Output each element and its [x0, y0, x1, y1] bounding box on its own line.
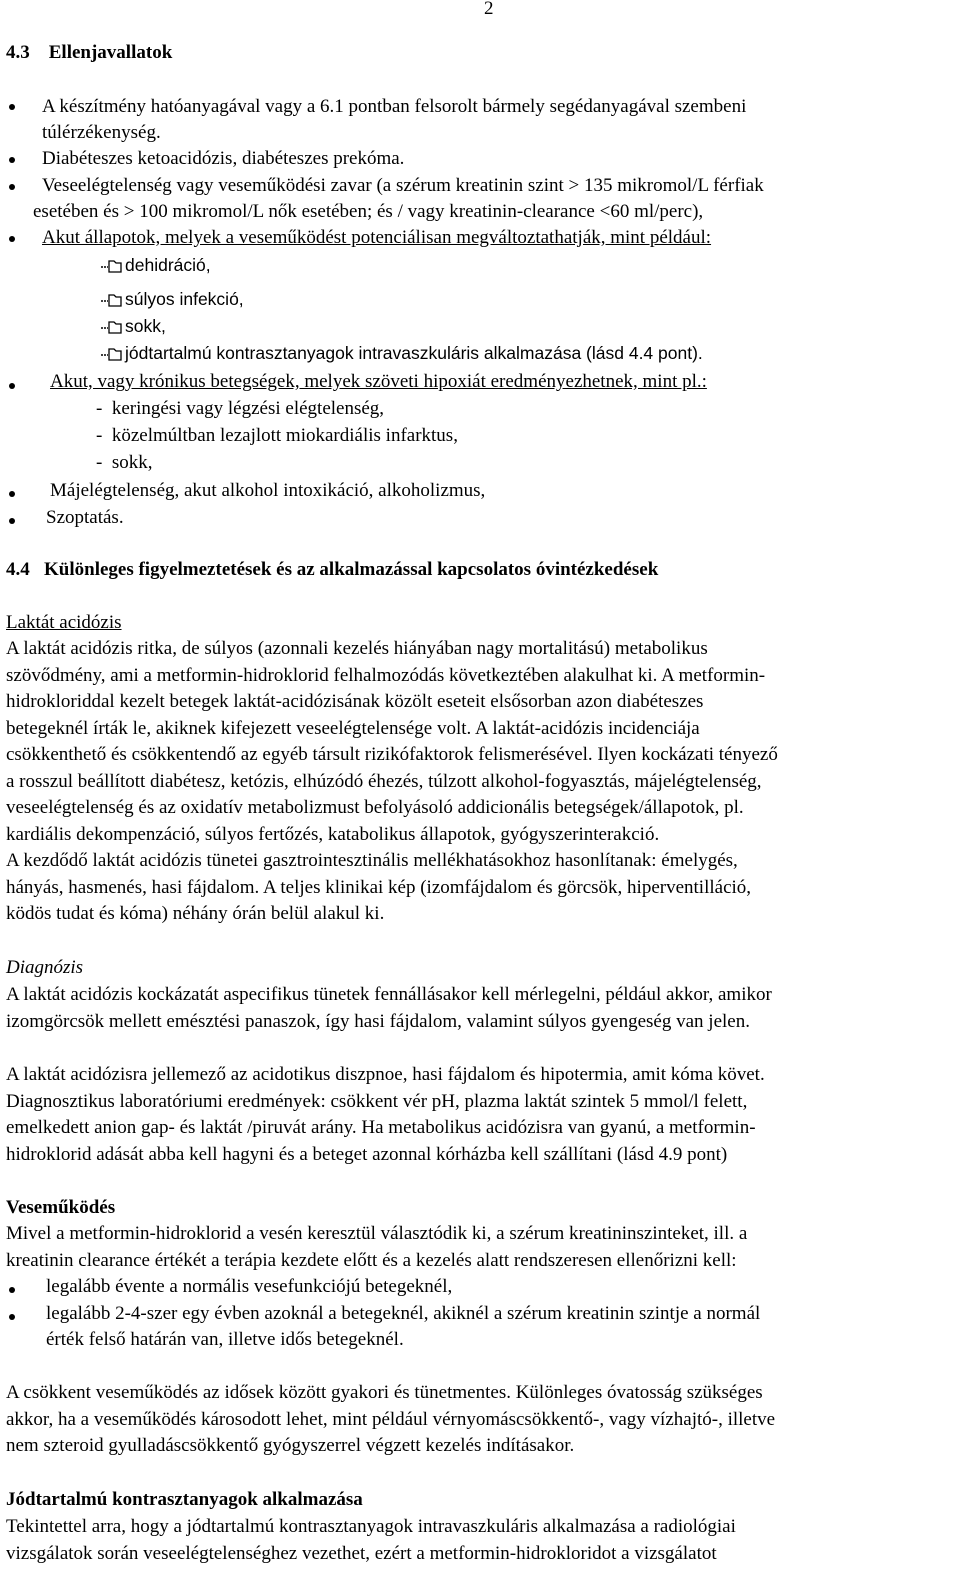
text-line: ködös tudat és kóma) néhány órán belül alakul ki. — [6, 903, 385, 924]
bullet — [9, 383, 15, 389]
bullet — [9, 157, 15, 163]
bullet — [9, 236, 15, 242]
text-line: kardiális dekompenzáció, súlyos fertőzés, katabolikus állapotok, gyógyszerinterakció. — [6, 823, 660, 845]
text-line: izomgörcsök mellett emésztési panaszok, így hasi fájdalom, valamint súlyos gyengeség van jelen. — [6, 1010, 750, 1032]
bullet — [9, 1314, 15, 1320]
text-line: A laktát acidózisra jellemező az acidotikus diszpnoe, hasi fájdalom és hipotermia, amit kóma követ. — [6, 1064, 765, 1085]
diagnosis-paragraph-b — [6, 1062, 956, 1168]
text-line: a rosszul beállított diabétesz, ketózis, elhúzódó éhezés, túlzott alkohol-fogyasztás, májelégtelenség, — [6, 770, 762, 792]
text-line: A laktát acidózis ritka, de súlyos (azonnali kezelés hiányában nagy mortalitású) metabolikus — [6, 638, 708, 659]
text-line: csökkenthető és csökkentendő az egyéb társult rizikófaktorok felismerésével. Ilyen kockázati tényező — [6, 744, 778, 765]
contraindication-2: Diabéteszes ketoacidózis, diabéteszes prekóma. — [42, 148, 405, 169]
text-line: A csökkent veseműködés az idősek között gyakori és tünetmentes. Különleges óvatosság szükséges — [6, 1382, 763, 1403]
text-line: Tekintettel arra, hogy a jódtartalmú kontrasztanyagok intravaszkuláris alkalmazása a radiológiai — [6, 1516, 736, 1537]
text-line: nem szteroid gyulladáscsökkentő gyógyszerrel végzett kezelés indításakor. — [6, 1435, 575, 1456]
contraindication-7: Szoptatás. — [46, 507, 124, 528]
text-line: akkor, ha a veseműködés károsodott lehet, mint például vérnyomáscsökkentő-, vagy vízhajtó-, illetve — [6, 1408, 776, 1430]
bullet — [9, 184, 15, 190]
bullet — [9, 1287, 15, 1293]
bullet — [9, 104, 15, 110]
sub-item-sokk: sokk, — [125, 316, 166, 336]
section-4-3-title: 4.3 Ellenjavallatok — [6, 42, 173, 63]
text-line: vizsgálatok során veseelégtelenséghez vezethet, ezért a metformin-hidrokloridot a vizsgálatot — [6, 1542, 717, 1564]
page-number: 2 — [484, 0, 494, 19]
section-4-4-title: 4.4 Különleges figyelmeztetések és az alkalmazással kapcsolatos óvintézkedések — [6, 559, 659, 580]
folder-icon — [100, 320, 122, 334]
diagnosis-heading: Diagnózis — [6, 957, 84, 978]
text-line: Mivel a metformin-hidroklorid a vesén keresztül választódik ki, a szérum kreatininszinteket, ill. a — [6, 1223, 748, 1244]
sub-item-infekcio: súlyos infekció, — [125, 289, 244, 309]
diagnosis-paragraph-a — [6, 982, 956, 1035]
sub-item-infarktus: - közelmúltban lezajlott miokardiális infarktus, — [96, 425, 458, 446]
bullet — [9, 518, 15, 524]
bullet — [9, 491, 15, 497]
text-line: hányás, hasmenés, hasi fájdalom. A teljes klinikai kép (izomfájdalom és görcsök, hiperventilláció, — [6, 876, 752, 898]
text-line: A kezdődő laktát acidózis tünetei gasztrointesztinális mellékhatásokhoz hasonlítanak: émelygés, — [6, 850, 738, 871]
folder-icon — [100, 259, 122, 273]
kidney-bullet-1: legalább évente a normális vesefunkciójú betegeknél, — [46, 1276, 453, 1297]
text-line: kreatinin clearance értékét a terápia kezdete előtt és a kezelés alatt rendszeresen ellenőrizni kell: — [6, 1249, 737, 1271]
iodine-paragraph — [6, 1514, 956, 1567]
kidney-bullet-2-line-1: legalább 2-4-szer egy évben azoknál a betegeknél, akiknél a szérum kreatinin szintje a normál — [46, 1303, 761, 1324]
sub-item-keringesi: - keringési vagy légzési elégtelenség, — [96, 398, 385, 419]
contraindication-4: Akut állapotok, melyek a veseműködést potenciálisan megváltoztathatják, mint például: — [42, 227, 712, 248]
text-line: szövődmény, ami a metformin-hidroklorid felhalmozódás következtében alakulhat ki. A metformin- — [6, 664, 766, 686]
kidney-paragraph-b — [6, 1380, 956, 1460]
lactate-heading: Laktát acidózis — [6, 612, 122, 633]
text-line: veseelégtelenség és az oxidatív metabolizmust befolyásoló addicionális betegségek/állapotok, pl. — [6, 797, 744, 818]
contraindication-1-line-2: túlérzékenység. — [42, 122, 161, 143]
text-line: hidrokloriddal kezelt betegek laktát-acidózisának közölt eseteit elsősorban azon diabéteszes — [6, 691, 704, 712]
lactate-paragraph — [6, 636, 956, 928]
text-line: hidroklorid adását abba kell hagyni és a beteget azonnal kórházba kell szállítani (lásd 4.9 pont) — [6, 1143, 728, 1165]
contraindication-6: Májelégtelenség, akut alkohol intoxikáció, alkoholizmus, — [50, 480, 486, 501]
text-line: betegeknél írták le, akiknek kifejezett veseelégtelensége volt. A laktát-acidózis incidenciája — [6, 717, 700, 739]
sub-item-dehidracio: dehidráció, — [125, 255, 211, 275]
contraindication-3-line-2: esetében és > 100 mikromol/L nők esetében; és / vagy kreatinin-clearance <60 ml/perc), — [33, 201, 704, 222]
text-line: A laktát acidózis kockázatát aspecifikus tünetek fennállásakor kell mérlegelni, például akkor, amikor — [6, 984, 772, 1005]
sub-item-sokk-2: - sokk, — [96, 452, 153, 473]
contraindication-1-line-1: A készítmény hatóanyagával vagy a 6.1 pontban felsorolt bármely segédanyagával szembeni — [42, 96, 747, 117]
folder-icon — [100, 347, 122, 361]
folder-icon — [100, 293, 122, 307]
sub-item-kontrasztanyag: jódtartalmú kontrasztanyagok intravaszkuláris alkalmazása (lásd 4.4 pont). — [125, 343, 703, 363]
text-line: emelkedett anion gap- és laktát /piruvát arány. Ha metabolikus acidózisra van gyanú, a metformin- — [6, 1117, 756, 1138]
iodine-heading: Jódtartalmú kontrasztanyagok alkalmazása — [6, 1489, 363, 1510]
kidney-paragraph — [6, 1221, 956, 1274]
kidney-heading: Veseműködés — [6, 1197, 116, 1218]
contraindication-3-line-1: Veseelégtelenség vagy veseműködési zavar (a szérum kreatinin szint > 135 mikromol/L férfiak — [42, 175, 764, 196]
contraindication-5: Akut, vagy krónikus betegségek, melyek szöveti hipoxiát eredményezhetnek, mint pl.: — [50, 371, 707, 392]
text-line: Diagnosztikus laboratóriumi eredmények: csökkent vér pH, plazma laktát szintek 5 mmol/l felett, — [6, 1090, 748, 1112]
kidney-bullet-2-line-2: érték felső határán van, illetve idős betegeknél. — [46, 1329, 404, 1350]
